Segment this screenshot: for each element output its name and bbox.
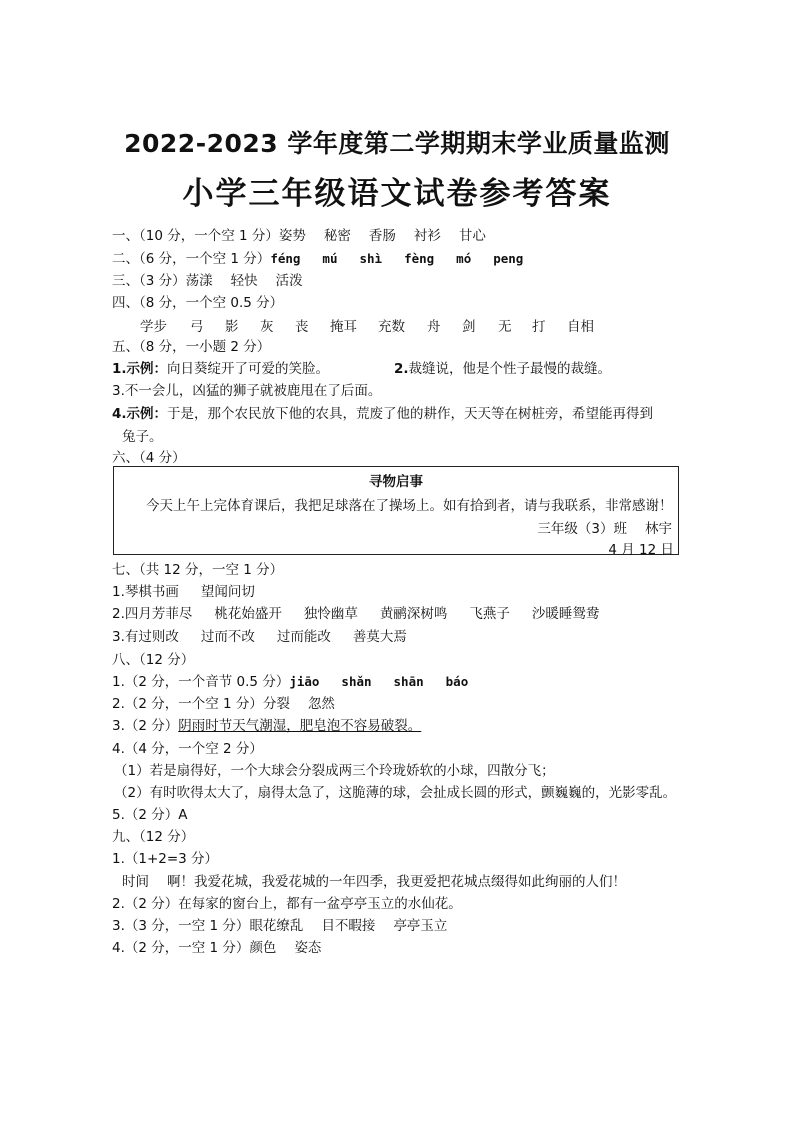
pinyin-answer: mú [322,251,338,266]
sub-label: 3.（3 分，一空 1 分） [112,918,250,934]
pinyin-answer: báo [445,674,469,689]
q7-label: 七、（共 12 分，一空 1 分） [112,562,284,578]
answer: 荡漾 [185,273,213,289]
answer: 2.四月芳菲尽 [112,606,193,622]
answer: 眼花缭乱 [249,918,304,934]
pinyin-answer: jiāo [289,674,320,689]
answer: 香肠 [368,228,396,244]
item-number: 1. [112,361,127,377]
q2-label: 二、（6 分，一个空 1 分） [112,251,271,267]
answer-text: 向日葵绽开了可爱的笑脸。 [167,361,330,377]
q4-answer: 自相 [567,319,594,335]
q7-line-3 [112,627,407,647]
answer: 桃花始盛开 [214,606,282,622]
q4-answer: 剑 [462,319,476,335]
q4-answer: 灰 [260,319,274,335]
q5-line-3: 3.不一会儿，凶猛的狮子就被鹿甩在了后面。 [112,383,382,399]
q1-label: 一、（10 分，一个空 1 分） [112,228,279,244]
answer: 啊！我爱花城，我爱花城的一年四季，我更爱把花城点缀得如此绚丽的人们！ [167,874,626,890]
answer: 分裂 [262,696,290,712]
q5-line-4-cont: 兔子。 [122,429,163,445]
q5-line-2 [394,359,611,379]
answer-text: 裁缝说，他是个性子最慢的裁缝。 [408,361,612,377]
q4-answer: 舟 [427,319,441,335]
pinyin-answer: shǎn [341,674,372,689]
sub-label: 1.（2 分，一个音节 0.5 分） [112,674,290,690]
q4-answer: 掩耳 [330,319,357,335]
underlined-answer: 阴雨时节天气潮湿，肥皂泡不容易破裂。 [178,718,422,734]
q9-line-3 [112,916,447,936]
example-tag: 示例： [126,361,168,377]
q7-line-1 [112,582,255,602]
answer: 亭亭玉立 [393,918,448,934]
q3-label: 三、（3 分） [112,273,186,289]
example-tag: 示例： [126,406,168,422]
answer: 忽然 [307,696,335,712]
q4-answer: 无 [498,319,512,335]
q8-line-4a: （1）若是扇得好，一个大球会分裂成两三个玲珑娇软的小球，四散分飞； [114,763,555,779]
q8-line-4b: （2）有时吹得太大了，扇得太急了，这脆薄的球，会扯成长圆的形式，颤巍巍的，光影零乱。 [114,785,677,801]
answer: 黄鹂深树鸣 [379,606,448,622]
q4-answer: 弓 [190,319,204,335]
answer: 飞燕子 [469,606,510,622]
pinyin-answer: mó [456,251,472,266]
answer: 秘密 [323,228,351,244]
answer: 甘心 [458,228,486,244]
document-title: 2022-2023 学年度第二学期期末学业质量监测 [124,129,670,158]
item-number: 2. [394,361,409,377]
q8-line-5: 5.（2 分）A [112,807,188,823]
sub-label: 3.（2 分） [112,718,179,734]
answer: 轻快 [230,273,258,289]
answer: 过而能改 [276,629,331,645]
q3-line [112,271,303,291]
answer: 姿态 [294,940,322,956]
answer: 3.有过则改 [112,629,179,645]
q4-answer: 打 [532,319,546,335]
q1-line [112,226,486,246]
answer: 目不暇接 [321,918,376,934]
document-subtitle: 小学三年级语文试卷参考答案 [182,176,612,212]
q4-answer: 充数 [378,319,405,335]
notice-body: 今天上午上完体育课后，我把足球落在了操场上。如有拾到者，请与我联系，非常感谢！ [146,498,673,514]
q5-line-1 [112,359,329,379]
notice-date: 4 月 12 日 [608,542,674,558]
q4-answer: 丧 [295,319,309,335]
q4-answer: 影 [225,319,239,335]
answer: 衬衫 [413,228,441,244]
answer: 活泼 [275,273,303,289]
answer: 沙暖睡鸳鸯 [531,606,600,622]
answer: 姿势 [278,228,306,244]
answer: 颜色 [249,940,277,956]
notice-name: 林宇 [645,521,672,537]
answer: 1.琴棋书画 [112,584,179,600]
notice-class: 三年级（3）班 [537,521,627,537]
q9-line-1-answer [122,872,626,892]
q8-line-1 [112,672,468,692]
lost-notice-box [113,466,679,558]
q8-line-4: 4.（4 分，一个空 2 分） [112,741,263,757]
answer: 过而不改 [200,629,255,645]
pinyin-answer: peng [493,251,524,266]
item-number: 4. [112,406,127,422]
q9-line-2: 2.（2 分）在每家的窗台上，都有一盆亭亭玉立的水仙花。 [112,896,462,912]
notice-title: 寻物启事 [369,474,423,490]
answer-text: 于是，那个农民放下他的农具，荒废了他的耕作，天天等在树桩旁，希望能再得到 [167,406,654,422]
answer: 时间 [122,874,149,890]
q9-line-1: 1.（1+2=3 分） [112,851,219,867]
answer: 善莫大焉 [352,629,407,645]
answer: 独怜幽草 [303,606,358,622]
q8-label: 八、（12 分） [112,652,195,668]
q5-label: 五、（8 分，一小题 2 分） [112,339,271,355]
sub-label: 2.（2 分，一个空 1 分） [112,696,263,712]
q9-label: 九、（12 分） [112,829,195,845]
q7-line-2 [112,604,599,624]
q8-line-2 [112,694,335,714]
q8-line-3 [112,716,421,736]
pinyin-answer: féng [270,251,301,266]
q4-answer: 学步 [140,319,167,335]
answer: 望闻问切 [200,584,255,600]
sub-label: 4.（2 分，一空 1 分） [112,940,250,956]
pinyin-answer: shān [393,674,424,689]
q6-label: 六、（4 分） [112,450,186,466]
pinyin-answer: fèng [404,251,435,266]
q9-line-4 [112,938,321,958]
q5-line-4 [112,404,653,424]
q4-label: 四、（8 分，一个空 0.5 分） [112,295,284,311]
q2-line [112,249,523,269]
pinyin-answer: shì [359,251,383,266]
notice-signature [537,517,672,537]
